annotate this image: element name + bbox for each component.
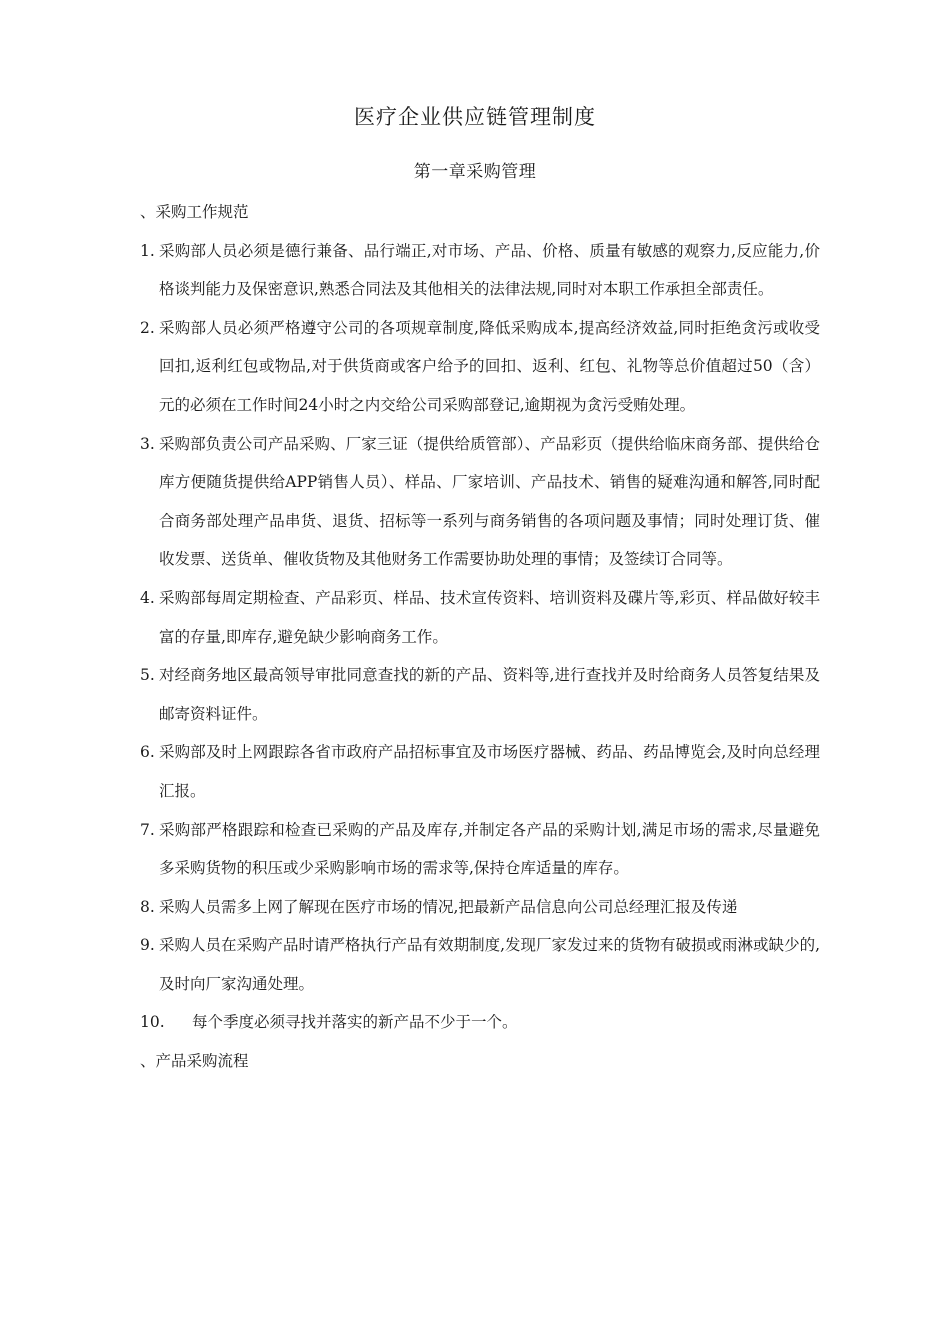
- list-item-text: 每个季度必须寻找并落实的新产品不少于一个。: [192, 1013, 518, 1032]
- list-item-number: 10.: [140, 1013, 165, 1032]
- list-item-number: 9.: [140, 936, 155, 955]
- section-heading-procurement-process: 、产品采购流程: [140, 1052, 249, 1071]
- list-item-text: 采购部人员必须严格遵守公司的各项规章制度,降低采购成本,提高经济效益,同时拒绝贪污或收受回扣,返利红包或物品,对于供货商或客户给予的回扣、返利、红包、礼物等总价值超过50（含）元的必须在工作时间24小时之内交给公司采购部登记,逾期视为贪污受贿处理。: [159, 318, 820, 414]
- list-item-text: 对经商务地区最高领导审批同意查找的新的产品、资料等,进行查找并及时给商务人员答复结果及邮寄资料证件。: [159, 666, 820, 723]
- list-item: [140, 425, 820, 579]
- list-item: [140, 656, 820, 733]
- list-item: [140, 811, 820, 888]
- list-item-text: 采购人员需多上网了解现在医疗市场的情况,把最新产品信息向公司总经理汇报及传递: [159, 897, 738, 916]
- list-item: [140, 733, 820, 810]
- list-item-number: 1.: [140, 241, 155, 260]
- list-item-text: 采购部人员必须是德行兼备、品行端正,对市场、产品、价格、质量有敏感的观察力,反应能力,价格谈判能力及保密意识,熟悉合同法及其他相关的法律法规,同时对本职工作承担全部责任。: [159, 241, 820, 299]
- list-item: [140, 888, 820, 927]
- list-item-text: 采购部每周定期检查、产品彩页、样品、技术宣传资料、培训资料及碟片等,彩页、样品做好较丰富的存量,即库存,避免缺少影响商务工作。: [159, 588, 820, 646]
- chapter-title: 第一章采购管理: [413, 162, 537, 182]
- list-item-number: 8.: [140, 897, 155, 916]
- section-heading-procurement-norms: 、采购工作规范: [140, 203, 249, 221]
- document-body: [140, 193, 820, 1081]
- list-item: [140, 309, 820, 425]
- list-item-number: 7.: [140, 820, 155, 839]
- list-item-text: 采购部及时上网跟踪各省市政府产品招标事宜及市场医疗器械、药品、药品博览会,及时向总经理汇报。: [159, 743, 820, 800]
- list-item-number: 4.: [140, 588, 155, 607]
- list-item-number: 3.: [140, 434, 155, 453]
- list-item: [140, 232, 820, 309]
- list-item-text: 采购人员在采购产品时请严格执行产品有效期制度,发现厂家发过来的货物有破损或雨淋或缺少的,及时向厂家沟通处理。: [159, 936, 820, 993]
- list-item: [140, 1003, 820, 1042]
- list-item-text: 采购部负责公司产品采购、厂家三证（提供给质管部）、产品彩页（提供给临床商务部、提供给仓库方便随货提供给APP销售人员）、样品、厂家培训、产品技术、销售的疑难沟通和解答,同时配合商务部处理产品串货、退货、招标等一系列与商务销售的各项问题及事情；同时处理订货、催收发票、送货单、催收货物及其他财务工作需要协助处理的事情；及签续订合同等。: [159, 434, 820, 569]
- list-item-text: 采购部严格跟踪和检查已采购的产品及库存,并制定各产品的采购计划,满足市场的需求,尽量避免多采购货物的积压或少采购影响市场的需求等,保持仓库适量的库存。: [159, 820, 820, 878]
- list-item-number: 2.: [140, 318, 155, 337]
- list-item-number: 6.: [140, 743, 155, 762]
- list-item: [140, 926, 820, 1003]
- document-title: 医疗企业供应链管理制度: [354, 105, 596, 129]
- list-item-number: 5.: [140, 666, 155, 685]
- list-item: [140, 579, 820, 656]
